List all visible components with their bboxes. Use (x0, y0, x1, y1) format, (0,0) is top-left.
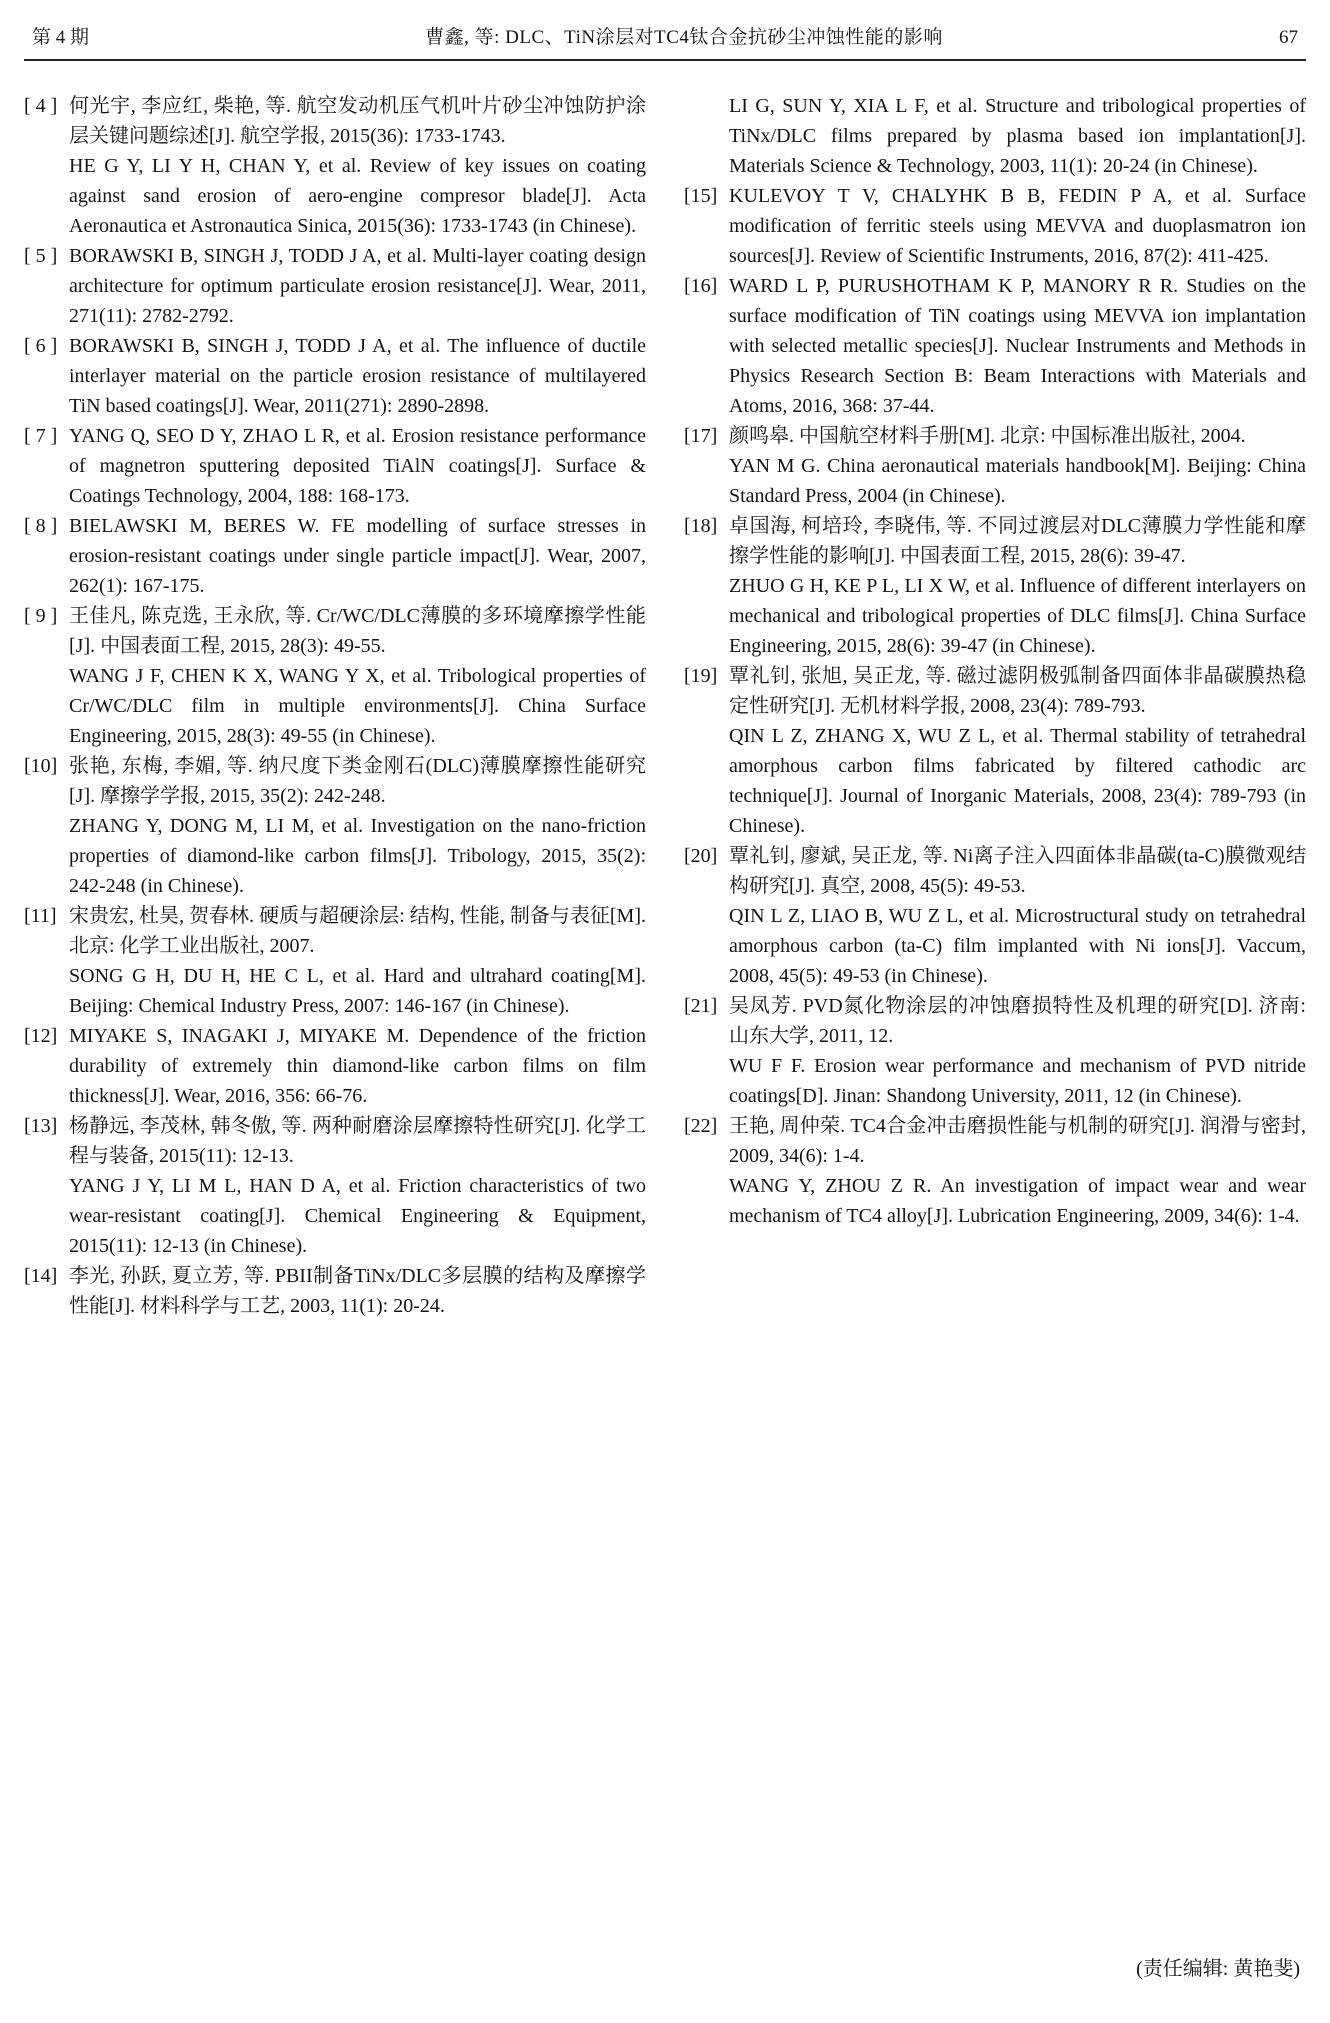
header-page-number: 67 (1279, 27, 1298, 48)
reference-item (24, 901, 646, 1021)
reference-paragraph: WANG Y, ZHOU Z R. An investigation of impact wear and wear mechanism of TC4 alloy[J]. Lubrication Engineering, 2009, 34(6): 1-4. (729, 1175, 1306, 1227)
reference-paragraph: SONG G H, DU H, HE C L, et al. Hard and ultrahard coating[M]. Beijing: Chemical Industry Press, 2007: 146-167 (in Chinese). (69, 965, 646, 1017)
reference-item (24, 1111, 646, 1261)
reference-body (69, 241, 646, 331)
reference-paragraph: WANG J F, CHEN K X, WANG Y X, et al. Tribological properties of Cr/WC/DLC film in multiple environments[J]. China Surface Engineering, 2015, 28(3): 49-55 (in Chinese). (69, 665, 646, 747)
reference-item (24, 601, 646, 751)
reference-paragraph: 杨静远, 李茂林, 韩冬傲, 等. 两种耐磨涂层摩擦特性研究[J]. 化学工程与装备, 2015(11): 12-13. (69, 1115, 646, 1167)
reference-body (729, 91, 1306, 181)
reference-body (69, 751, 646, 901)
reference-paragraph: BORAWSKI B, SINGH J, TODD J A, et al. Multi-layer coating design architecture for optimum particulate erosion resistance[J]. Wear, 2011, 271(11): 2782-2792. (69, 245, 646, 327)
reference-paragraph: ZHUO G H, KE P L, LI X W, et al. Influence of different interlayers on mechanical and tribological properties of DLC films[J]. China Surface Engineering, 2015, 28(6): 39-47 (in Chinese). (729, 575, 1306, 657)
reference-label: [16] (684, 275, 718, 297)
reference-label: [13] (24, 1115, 58, 1137)
reference-body (69, 601, 646, 751)
reference-body (729, 841, 1306, 991)
reference-paragraph: WARD L P, PURUSHOTHAM K P, MANORY R R. Studies on the surface modification of TiN coatings using MEVVA ion implantation with selected metallic species[J]. Nuclear Instruments and Methods in Physics Research Section B: Beam Interactions with Materials and Atoms, 2016, 368: 37-44. (729, 275, 1306, 417)
reference-item (24, 1021, 646, 1111)
reference-label: [15] (684, 185, 718, 207)
reference-body (729, 271, 1306, 421)
reference-label: [20] (684, 845, 718, 867)
reference-body (69, 91, 646, 241)
reference-body (69, 331, 646, 421)
page-header (24, 14, 1306, 61)
reference-paragraph: BORAWSKI B, SINGH J, TODD J A, et al. The influence of ductile interlayer material on the particle erosion resistance of multilayered TiN based coatings[J]. Wear, 2011(271): 2890-2898. (69, 335, 646, 417)
reference-item (24, 91, 646, 241)
reference-paragraph: WU F F. Erosion wear performance and mechanism of PVD nitride coatings[D]. Jinan: Shandong University, 2011, 12 (in Chinese). (729, 1055, 1306, 1107)
reference-item (684, 1111, 1306, 1231)
reference-paragraph: YAN M G. China aeronautical materials handbook[M]. Beijing: China Standard Press, 2004 (in Chinese). (729, 455, 1306, 507)
reference-body (69, 421, 646, 511)
reference-item (684, 91, 1306, 181)
reference-label: [ 4 ] (24, 95, 58, 117)
reference-body (729, 511, 1306, 661)
reference-body (729, 421, 1306, 511)
reference-item (24, 511, 646, 601)
reference-paragraph: HE G Y, LI Y H, CHAN Y, et al. Review of key issues on coating against sand erosion of aero-engine compresor blade[J]. Acta Aeronautica et Astronautica Sinica, 2015(36): 1733-1743 (in Chinese). (69, 155, 646, 237)
reference-item (684, 991, 1306, 1111)
reference-body (69, 511, 646, 601)
reference-item (24, 1261, 646, 1321)
reference-paragraph: KULEVOY T V, CHALYHK B B, FEDIN P A, et al. Surface modification of ferritic steels using MEVVA and duoplasmatron ion sources[J]. Review of Scientific Instruments, 2016, 87(2): 411-425. (729, 185, 1306, 267)
reference-paragraph: 何光宇, 李应红, 柴艳, 等. 航空发动机压气机叶片砂尘冲蚀防护涂层关键问题综述[J]. 航空学报, 2015(36): 1733-1743. (69, 95, 646, 147)
reference-label: [21] (684, 995, 718, 1017)
reference-paragraph: QIN L Z, ZHANG X, WU Z L, et al. Thermal stability of tetrahedral amorphous carbon films fabricated by filtered cathodic arc technique[J]. Journal of Inorganic Materials, 2008, 23(4): 789-793 (in Chinese). (729, 725, 1306, 837)
reference-item (684, 661, 1306, 841)
reference-label: [11] (24, 905, 57, 927)
reference-paragraph: MIYAKE S, INAGAKI J, MIYAKE M. Dependence of the friction durability of extremely thin diamond-like carbon films on film thickness[J]. Wear, 2016, 356: 66-76. (69, 1025, 646, 1107)
reference-item (684, 511, 1306, 661)
reference-item (24, 421, 646, 511)
reference-paragraph: 吴凤芳. PVD氮化物涂层的冲蚀磨损特性及机理的研究[D]. 济南: 山东大学, 2011, 12. (729, 995, 1306, 1047)
reference-paragraph: QIN L Z, LIAO B, WU Z L, et al. Microstructural study on tetrahedral amorphous carbon (ta-C) film implanted with Ni ions[J]. Vaccum, 2008, 45(5): 49-53 (in Chinese). (729, 905, 1306, 987)
reference-label: [ 6 ] (24, 335, 58, 357)
reference-label: [12] (24, 1025, 58, 1047)
reference-item (24, 331, 646, 421)
reference-label: [ 7 ] (24, 425, 58, 447)
reference-body (729, 1111, 1306, 1231)
header-title: 曹鑫, 等: DLC、TiN涂层对TC4钛合金抗砂尘冲蚀性能的影响 (425, 27, 943, 48)
reference-item (24, 241, 646, 331)
reference-label: [ 5 ] (24, 245, 58, 267)
reference-body (729, 661, 1306, 841)
reference-paragraph: YANG Q, SEO D Y, ZHAO L R, et al. Erosion resistance performance of magnetron sputtering deposited TiAlN coatings[J]. Surface & Coatings Technology, 2004, 188: 168-173. (69, 425, 646, 507)
reference-item (684, 181, 1306, 271)
reference-item (684, 841, 1306, 991)
reference-paragraph: 颜鸣皋. 中国航空材料手册[M]. 北京: 中国标准出版社, 2004. (729, 425, 1246, 447)
reference-body (69, 1111, 646, 1261)
reference-paragraph: ZHANG Y, DONG M, LI M, et al. Investigation on the nano-friction properties of diamond-like carbon films[J]. Tribology, 2015, 35(2): 242-248 (in Chinese). (69, 815, 646, 897)
reference-paragraph: 张艳, 东梅, 李媚, 等. 纳尺度下类金刚石(DLC)薄膜摩擦性能研究[J]. 摩擦学学报, 2015, 35(2): 242-248. (69, 755, 646, 807)
reference-paragraph: 覃礼钊, 廖斌, 吴正龙, 等. Ni离子注入四面体非晶碳(ta-C)膜微观结构研究[J]. 真空, 2008, 45(5): 49-53. (729, 845, 1306, 897)
reference-paragraph: 覃礼钊, 张旭, 吴正龙, 等. 磁过滤阴极弧制备四面体非晶碳膜热稳定性研究[J]. 无机材料学报, 2008, 23(4): 789-793. (729, 665, 1306, 717)
reference-item (684, 421, 1306, 511)
reference-label: [ 8 ] (24, 515, 58, 537)
references-column-right (684, 91, 1306, 1321)
reference-paragraph: YANG J Y, LI M L, HAN D A, et al. Friction characteristics of two wear-resistant coating[J]. Chemical Engineering & Equipment, 2015(11): 12-13 (in Chinese). (69, 1175, 646, 1257)
reference-label: [14] (24, 1265, 58, 1287)
reference-label: [22] (684, 1115, 718, 1137)
header-issue: 第 4 期 (32, 27, 90, 48)
reference-paragraph: 李光, 孙跃, 夏立芳, 等. PBII制备TiNx/DLC多层膜的结构及摩擦学性能[J]. 材料科学与工艺, 2003, 11(1): 20-24. (69, 1265, 646, 1317)
reference-body (69, 1261, 646, 1321)
reference-paragraph: LI G, SUN Y, XIA L F, et al. Structure and tribological properties of TiNx/DLC films prepared by plasma based ion implantation[J]. Materials Science & Technology, 2003, 11(1): 20-24 (in Chinese). (729, 95, 1306, 177)
reference-paragraph: 王艳, 周仲荣. TC4合金冲击磨损性能与机制的研究[J]. 润滑与密封, 2009, 34(6): 1-4. (729, 1115, 1306, 1167)
reference-paragraph: BIELAWSKI M, BERES W. FE modelling of surface stresses in erosion-resistant coatings under single particle impact[J]. Wear, 2007, 262(1): 167-175. (69, 515, 646, 597)
reference-item (24, 751, 646, 901)
reference-body (69, 1021, 646, 1111)
reference-label: [ 9 ] (24, 605, 58, 627)
reference-item (684, 271, 1306, 421)
reference-label: [18] (684, 515, 718, 537)
reference-body (729, 991, 1306, 1111)
reference-label: [17] (684, 425, 718, 447)
reference-body (729, 181, 1306, 271)
editor-note: (责任编辑: 黄艳斐) (1136, 1958, 1300, 1980)
reference-body (69, 901, 646, 1021)
reference-paragraph: 王佳凡, 陈克选, 王永欣, 等. Cr/WC/DLC薄膜的多环境摩擦学性能[J]. 中国表面工程, 2015, 28(3): 49-55. (69, 605, 646, 657)
references-section (24, 91, 1306, 1321)
reference-paragraph: 卓国海, 柯培玲, 李晓伟, 等. 不同过渡层对DLC薄膜力学性能和摩擦学性能的影响[J]. 中国表面工程, 2015, 28(6): 39-47. (729, 515, 1306, 567)
reference-label: [19] (684, 665, 718, 687)
reference-label: [10] (24, 755, 58, 777)
references-column-left (24, 91, 646, 1321)
reference-paragraph: 宋贵宏, 杜昊, 贺春林. 硬质与超硬涂层: 结构, 性能, 制备与表征[M]. 北京: 化学工业出版社, 2007. (69, 905, 646, 957)
